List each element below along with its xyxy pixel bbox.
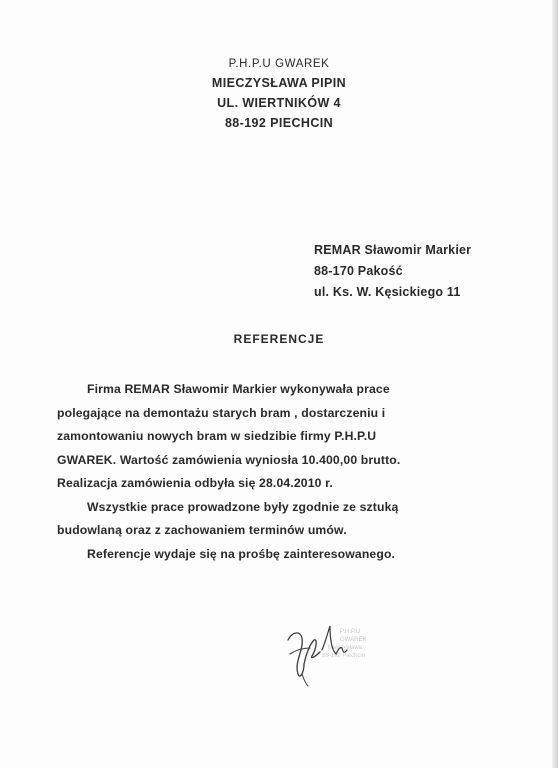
- recipient-address: [314, 240, 471, 303]
- body-line: zamontowaniu nowych bram w siedzibie firmy P.H.P.U: [57, 429, 377, 443]
- body-line: budowlaną oraz z zachowaniem terminów umów.: [57, 523, 347, 537]
- letterhead: [0, 56, 558, 133]
- letterhead-city: 88-192 PIECHCIN: [224, 116, 334, 130]
- letter-body: [57, 378, 517, 566]
- stamp-line: 88-192 Piechcin: [322, 653, 366, 659]
- letterhead-company: P.H.P.U GWAREK: [228, 58, 330, 70]
- document-title: REFERENCJE: [233, 332, 325, 346]
- body-line: Referencje wydaje się na prośbę zainteresowanego.: [87, 546, 396, 561]
- recipient-street: ul. Ks. W. Kęsickiego 11: [314, 285, 461, 299]
- letterhead-street: UL. WIERTNIKÓW 4: [217, 96, 341, 110]
- recipient-postal: 88-170 Pakość: [314, 264, 403, 278]
- body-line: Firma REMAR Sławomir Markier wykonywała prace: [87, 382, 390, 396]
- stamp-line: Mieczysława: [328, 645, 363, 651]
- body-line: polegające na demontażu starych bram , dostarczeniu i: [57, 405, 386, 420]
- body-line: Wszystkie prace prowadzone były zgodnie ze sztuką: [87, 499, 399, 514]
- letterhead-owner: MIECZYSŁAWA PIPIN: [211, 76, 347, 90]
- body-line: GWAREK. Wartość zamówienia wyniosła 10.400,00 brutto.: [57, 452, 401, 467]
- handwritten-signature: [280, 610, 390, 690]
- stamp-line: P.H.P.U: [340, 629, 361, 635]
- stamp-line: GWAREK: [340, 637, 367, 643]
- body-line: Realizacja zamówienia odbyła się 28.04.2010 r.: [57, 476, 333, 490]
- recipient-name: REMAR Sławomir Markier: [314, 243, 472, 257]
